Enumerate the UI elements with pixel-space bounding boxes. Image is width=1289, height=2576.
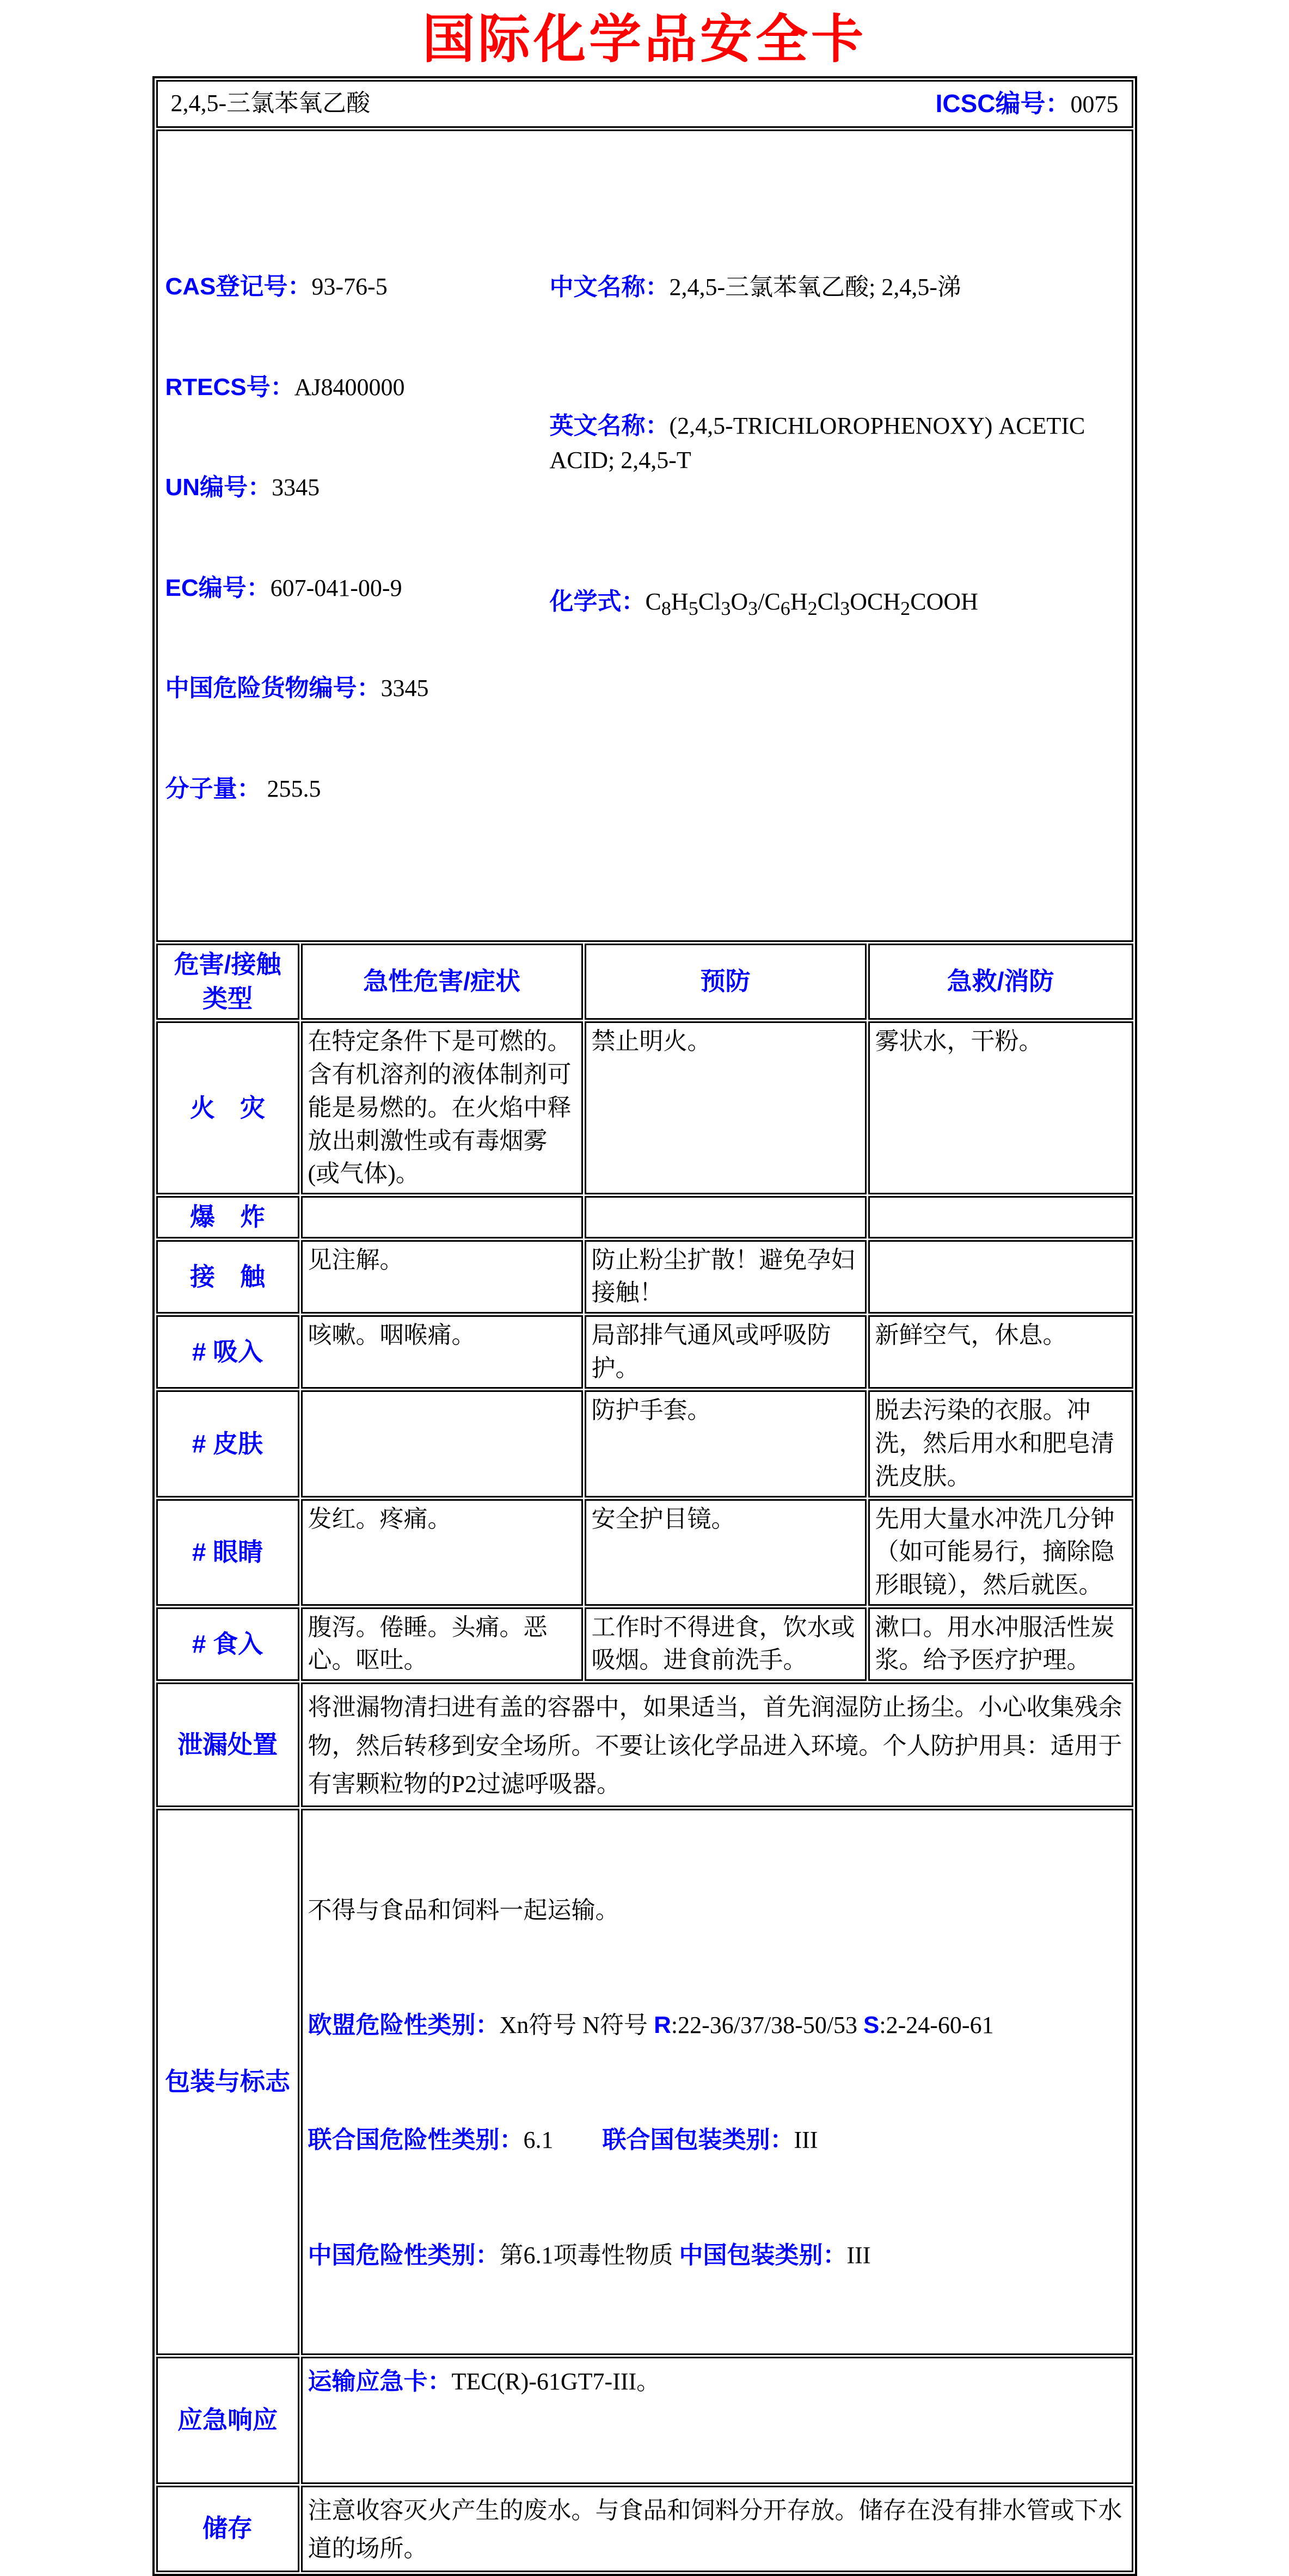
fire-symptoms-cell: 在特定条件下是可燃的。含有机溶剂的液体制剂可能是易燃的。在火焰中释放出刺激性或有毒烟雾(或气体)。 bbox=[301, 1021, 583, 1194]
ingestion-type-cell: # 食入 bbox=[156, 1607, 299, 1681]
ingestion-prevention-cell: 工作时不得进食，饮水或吸烟。进食前洗手。 bbox=[585, 1607, 867, 1681]
page-title: 国际化学品安全卡 bbox=[422, 10, 867, 69]
cn-pack-value: III bbox=[846, 2241, 871, 2269]
header-symptoms: 急性危害/症状 bbox=[301, 944, 583, 1020]
r-phrase-value: :22-36/37/38-50/53 bbox=[671, 2012, 864, 2039]
formula-label: 化学式： bbox=[549, 588, 646, 615]
eu-class-value: Xn符号 N符号 bbox=[499, 2012, 654, 2039]
explosion-symptoms-cell bbox=[301, 1196, 583, 1238]
tec-card-value: TEC(R)-61GT7-III。 bbox=[451, 2368, 661, 2395]
header-prevention: 预防 bbox=[585, 944, 867, 1020]
inhalation-type-cell: # 吸入 bbox=[156, 1315, 299, 1389]
identifier-row-molweight bbox=[165, 772, 547, 806]
spill-type-cell: 泄漏处置 bbox=[156, 1683, 299, 1807]
un-pack-label: 联合国包装类别： bbox=[602, 2127, 794, 2154]
explosion-prevention-cell bbox=[585, 1196, 867, 1238]
ingestion-symptoms-cell: 腹泻。倦睡。头痛。恶心。呕吐。 bbox=[301, 1607, 583, 1681]
china-dg-label: 中国危险货物编号： bbox=[165, 675, 381, 702]
ingestion-firstaid-cell: 漱口。用水冲服活性炭浆。给予医疗护理。 bbox=[868, 1607, 1133, 1681]
names-block bbox=[547, 204, 1124, 872]
row-ingestion bbox=[156, 1607, 1133, 1681]
header-hazard-type: 危害/接触类型 bbox=[156, 944, 299, 1020]
packaging-eu-line bbox=[308, 2006, 1126, 2044]
un-value: 3345 bbox=[272, 474, 320, 501]
contact-type-cell: 接 触 bbox=[156, 1240, 299, 1314]
row-skin bbox=[156, 1390, 1133, 1497]
molweight-label: 分子量： bbox=[165, 775, 261, 802]
chinese-name-line bbox=[550, 270, 1124, 304]
inhalation-prevention-cell: 局部排气通风或呼吸防护。 bbox=[585, 1315, 867, 1389]
cn-class-label: 中国危险性类别： bbox=[308, 2241, 500, 2269]
english-name-line bbox=[550, 409, 1124, 477]
ec-label: EC编号： bbox=[165, 574, 271, 601]
row-storage bbox=[156, 2486, 1133, 2572]
packaging-cn-line bbox=[308, 2236, 1126, 2275]
fire-prevention-cell: 禁止明火。 bbox=[585, 1021, 867, 1194]
chinese-name-label: 中文名称： bbox=[549, 274, 670, 301]
contact-firstaid-cell bbox=[868, 1240, 1133, 1314]
icsc-number-value: 0075 bbox=[1070, 90, 1119, 118]
row-emergency-response bbox=[156, 2357, 1133, 2484]
rtecs-label: RTECS号： bbox=[165, 373, 294, 400]
un-pack-value: III bbox=[794, 2127, 818, 2154]
english-name-label: 英文名称： bbox=[549, 412, 670, 439]
packaging-transport-note: 不得与食品和饲料一起运输。 bbox=[308, 1897, 619, 1924]
s-phrase-value: :2-24-60-61 bbox=[879, 2012, 994, 2039]
emergency-type-cell: 应急响应 bbox=[156, 2357, 299, 2484]
identification-row bbox=[156, 130, 1133, 942]
inhalation-symptoms-cell: 咳嗽。咽喉痛。 bbox=[301, 1315, 583, 1389]
eyes-prevention-cell: 安全护目镜。 bbox=[585, 1499, 867, 1606]
row-spill-disposal bbox=[156, 1683, 1133, 1807]
identification-cell bbox=[156, 130, 1133, 942]
inhalation-firstaid-cell: 新鲜空气，休息。 bbox=[868, 1315, 1133, 1389]
formula-value: $C_8H_5Cl_3O_3/C_6H_2Cl_3OCH_2COOH$ bbox=[645, 588, 978, 620]
r-phrase-label: R bbox=[654, 2012, 671, 2039]
storage-text-cell: 注意收容灭火产生的废水。与食品和饲料分开存放。储存在没有排水管或下水道的场所。 bbox=[301, 2486, 1133, 2572]
un-label: UN编号： bbox=[165, 474, 272, 501]
icsc-number bbox=[936, 87, 1119, 121]
storage-type-cell: 储存 bbox=[156, 2486, 299, 2572]
safety-card-table bbox=[152, 76, 1137, 2576]
icsc-number-label: ICSC编号： bbox=[935, 89, 1071, 118]
emergency-text-cell bbox=[301, 2357, 1133, 2484]
cn-pack-label: 中国包装类别： bbox=[679, 2241, 847, 2269]
row-contact bbox=[156, 1240, 1133, 1314]
un-class-value: 6.1 bbox=[523, 2127, 554, 2154]
skin-firstaid-cell: 脱去污染的衣服。冲洗，然后用水和肥皂清洗皮肤。 bbox=[868, 1390, 1133, 1497]
eyes-type-cell: # 眼睛 bbox=[156, 1499, 299, 1606]
name-row bbox=[156, 80, 1133, 128]
packaging-un-line bbox=[308, 2121, 1126, 2159]
english-name-value: (2,4,5-TRICHLOROPHENOXY) ACETIC ACID; 2,4,5-T bbox=[549, 412, 1090, 473]
contact-prevention-cell: 防止粉尘扩散！避免孕妇接触！ bbox=[585, 1240, 867, 1314]
header-firstaid: 急救/消防 bbox=[868, 944, 1133, 1020]
packaging-text-cell bbox=[301, 1809, 1133, 2355]
identifier-row-ec bbox=[165, 571, 547, 605]
chemical-name: 2,4,5-三氯苯氧乙酸 bbox=[170, 90, 371, 117]
identifier-row-cas bbox=[165, 269, 547, 304]
identifier-row-un bbox=[165, 470, 547, 504]
un-class-label: 联合国危险性类别： bbox=[308, 2127, 524, 2154]
tec-card-label: 运输应急卡： bbox=[308, 2368, 452, 2395]
formula-line bbox=[550, 584, 1124, 619]
fire-type-cell: 火 灾 bbox=[156, 1021, 299, 1194]
identifier-row-china-dg bbox=[165, 671, 547, 705]
chinese-name-value: 2,4,5-三氯苯氧乙酸; 2,4,5-涕 bbox=[669, 274, 962, 301]
cn-class-value: 第6.1项毒性物质 bbox=[499, 2241, 679, 2269]
name-row-cell bbox=[156, 80, 1133, 128]
row-packaging-labelling bbox=[156, 1809, 1133, 2355]
identifier-row-rtecs bbox=[165, 370, 547, 404]
molweight-value: 255.5 bbox=[261, 775, 321, 802]
row-inhalation bbox=[156, 1315, 1133, 1389]
row-eyes bbox=[156, 1499, 1133, 1606]
row-fire bbox=[156, 1021, 1133, 1194]
eu-class-label: 欧盟危险性类别： bbox=[308, 2012, 500, 2039]
skin-symptoms-cell bbox=[301, 1390, 583, 1497]
spill-text-cell: 将泄漏物清扫进有盖的容器中，如果适当，首先润湿防止扬尘。小心收集残余物，然后转移到安全场所。不要让该化学品进入环境。个人防护用具：适用于有害颗粒物的P2过滤呼吸器。 bbox=[301, 1683, 1133, 1807]
cas-value: 93-76-5 bbox=[311, 273, 388, 300]
row-explosion bbox=[156, 1196, 1133, 1238]
eyes-firstaid-cell: 先用大量水冲洗几分钟（如可能易行，摘除隐形眼镜），然后就医。 bbox=[868, 1499, 1133, 1606]
skin-type-cell: # 皮肤 bbox=[156, 1390, 299, 1497]
skin-prevention-cell: 防护手套。 bbox=[585, 1390, 867, 1497]
contact-symptoms-cell: 见注解。 bbox=[301, 1240, 583, 1314]
explosion-type-cell: 爆 炸 bbox=[156, 1196, 299, 1238]
s-phrase-label: S bbox=[863, 2012, 880, 2039]
packaging-type-cell: 包装与标志 bbox=[156, 1809, 299, 2355]
ec-value: 607-041-00-9 bbox=[270, 574, 402, 601]
identifier-list bbox=[165, 204, 547, 872]
explosion-firstaid-cell bbox=[868, 1196, 1133, 1238]
hazard-header-row bbox=[156, 944, 1133, 1020]
china-dg-value: 3345 bbox=[380, 675, 429, 702]
cas-label: CAS登记号： bbox=[165, 273, 312, 300]
rtecs-value: AJ8400000 bbox=[294, 373, 405, 400]
eyes-symptoms-cell: 发红。疼痛。 bbox=[301, 1499, 583, 1606]
fire-firstaid-cell: 雾状水，干粉。 bbox=[868, 1021, 1133, 1194]
